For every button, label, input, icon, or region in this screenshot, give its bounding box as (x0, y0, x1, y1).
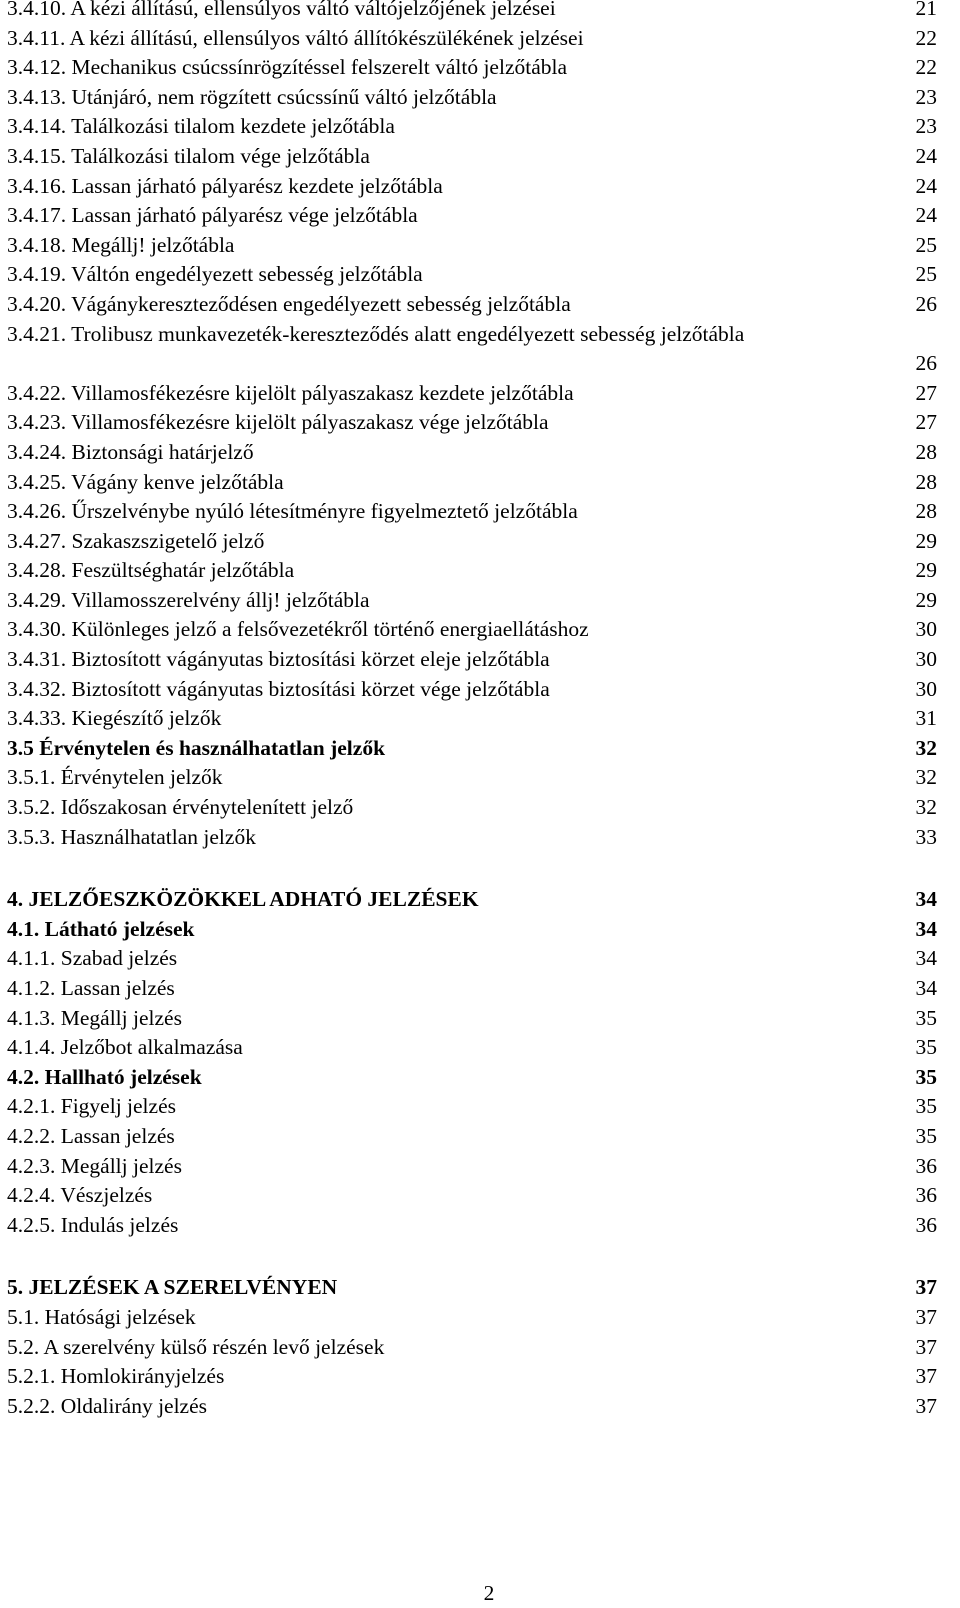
toc-entry (0, 142, 960, 172)
toc-entry (0, 1333, 960, 1363)
toc-entry-title: 4.1.1. Szabad jelzés (7, 946, 178, 971)
toc-entry-page: 27 (915, 410, 937, 435)
toc-entry-title: 3.4.18. Megállj! jelzőtábla (7, 232, 235, 257)
toc-section-heading (0, 1063, 960, 1093)
toc-section-heading (0, 915, 960, 945)
toc-entry-page: 22 (915, 55, 937, 80)
toc-entry (0, 944, 960, 974)
toc-entry (0, 497, 960, 527)
toc-entry-title: 3.4.17. Lassan járható pályarész vége jelzőtábla (7, 203, 418, 228)
toc-entry-title: 3.4.29. Villamosszerelvény állj! jelzőtábla (7, 587, 370, 612)
toc-entry-page: 37 (915, 1393, 937, 1418)
toc-entry-page: 36 (915, 1153, 937, 1178)
toc-entry-title: 5.2. A szerelvény külső részén levő jelzések (7, 1334, 385, 1359)
toc-entry-page: 26 (915, 291, 937, 316)
toc-entry-title: 3.4.15. Találkozási tilalom vége jelzőtábla (7, 143, 370, 168)
toc-entry-title: 3.4.20. Vágánykereszteződésen engedélyezett sebesség jelzőtábla (7, 291, 571, 316)
toc-entry-page: 35 (915, 1005, 937, 1030)
toc-entry-title: 3.5.3. Használhatatlan jelzők (7, 824, 256, 849)
toc-entry-page: 34 (915, 946, 937, 971)
toc-entry-page: 29 (915, 528, 937, 553)
toc-entry-page: 29 (915, 587, 937, 612)
toc-entry-title: 4.2.1. Figyelj jelzés (7, 1094, 176, 1119)
toc-entry-page: 21 (915, 0, 937, 20)
page-number: 2 (483, 1581, 495, 1605)
toc-entry (0, 290, 960, 320)
toc-entry (0, 556, 960, 586)
toc-entry (0, 260, 960, 290)
toc-entry-page: 37 (915, 1364, 937, 1389)
toc-entry (0, 0, 960, 24)
toc-entry (0, 1092, 960, 1122)
toc-entry-title: 3.5.2. Időszakosan érvénytelenített jelző (7, 795, 354, 820)
toc-entry (0, 1362, 960, 1392)
toc-entry (0, 763, 960, 793)
toc-entry-page: 32 (915, 735, 937, 760)
toc-entry-title: 4.1.2. Lassan jelzés (7, 976, 175, 1000)
toc-entry (0, 586, 960, 616)
toc-entry-page: 24 (915, 173, 937, 198)
toc-entry (0, 527, 960, 557)
toc-entry (0, 1033, 960, 1063)
toc-entry (0, 974, 960, 1004)
toc-entry (0, 1392, 960, 1422)
toc-entry-page: 23 (915, 84, 937, 109)
toc-entry-page: 37 (915, 1334, 937, 1359)
toc-entry-title: 4.2.5. Indulás jelzés (7, 1212, 179, 1237)
toc-entry (0, 231, 960, 261)
toc-entry-title: 3.4.28. Feszültséghatár jelzőtábla (7, 558, 295, 583)
toc-entry (0, 1211, 960, 1241)
toc-entry-title: 3.4.14. Találkozási tilalom kezdete jelzőtábla (7, 114, 395, 139)
toc-entry-title: 3.5.1. Érvénytelen jelzők (7, 765, 223, 790)
toc-entry (0, 408, 960, 438)
toc-entry-page: 32 (915, 795, 937, 820)
toc-entry (0, 1303, 960, 1333)
toc-entry-page: 28 (915, 499, 937, 524)
toc-entry-title: 3.4.11. A kézi állítású, ellensúlyos váltó állítókészülékének jelzései (7, 25, 584, 50)
toc-entry-page: 25 (915, 262, 937, 287)
toc-entry-title: 3.4.13. Utánjáró, nem rögzített csúcssínű váltó jelzőtábla (7, 84, 497, 109)
toc-entry-page: 32 (915, 765, 937, 790)
toc-entry-title: 4.2.2. Lassan jelzés (7, 1123, 175, 1148)
toc-entry-page: 24 (915, 203, 937, 228)
toc-entry-title: 3.4.26. Űrszelvénybe nyúló létesítményre figyelmeztető jelzőtábla (7, 499, 578, 524)
toc-entry-title: 3.4.16. Lassan járható pályarész kezdete jelzőtábla (7, 173, 443, 198)
toc-entry-page: 29 (915, 558, 937, 583)
toc-entry (0, 645, 960, 675)
toc-entry-title: 3.4.31. Biztosított vágányutas biztosítási körzet eleje jelzőtábla (7, 647, 550, 672)
toc-entry-title: 3.4.19. Váltón engedélyezett sebesség jelzőtábla (7, 262, 423, 287)
toc-entry-page: 28 (915, 439, 937, 464)
toc-entry-title: 4.1.4. Jelzőbot alkalmazása (7, 1035, 243, 1060)
toc-entry-title: 5.2.1. Homlokirányjelzés (7, 1364, 225, 1389)
toc-entry-title: 4.1.3. Megállj jelzés (7, 1005, 182, 1030)
toc-entry-title: 5.2.2. Oldalirány jelzés (7, 1393, 208, 1418)
toc-entry (0, 24, 960, 54)
toc-entry (0, 1122, 960, 1152)
toc-entry (0, 201, 960, 231)
toc-entry (0, 53, 960, 83)
toc-entry-title: 3.4.21. Trolibusz munkavezeték-kereszteződés alatt engedélyezett sebesség jelzőtábla (7, 321, 745, 346)
toc-entry-page: 23 (915, 114, 937, 139)
toc-entry (0, 1004, 960, 1034)
toc-entry-page: 30 (915, 647, 937, 672)
toc-entry (0, 704, 960, 734)
toc-entry-page: 33 (915, 824, 937, 849)
toc-entry-page: 28 (915, 469, 937, 494)
toc-entry-page: 31 (915, 706, 937, 731)
toc-entry-title: 3.4.12. Mechanikus csúcssínrögzítéssel felszerelt váltó jelzőtábla (7, 55, 568, 80)
toc-entry-page: 37 (915, 1275, 937, 1300)
toc-entry-page: 36 (915, 1212, 937, 1237)
toc-entry (0, 438, 960, 468)
toc-entry (0, 675, 960, 705)
toc-entry-page: 34 (915, 916, 937, 941)
toc-entry-title: 3.4.22. Villamosfékezésre kijelölt pályaszakasz kezdete jelzőtábla (7, 380, 574, 405)
toc-entry-title: 5. JELZÉSEK A SZERELVÉNYEN (7, 1275, 338, 1300)
toc-entry-page: 30 (915, 617, 937, 642)
toc-entry-title: 3.5 Érvénytelen és használhatatlan jelzők (7, 735, 386, 760)
toc-entry-page: 34 (915, 976, 937, 1000)
toc-entry-title: 3.4.30. Különleges jelző a felsővezetékről történő energiaellátáshoz (7, 617, 589, 642)
toc-entry (0, 379, 960, 409)
toc-entry (0, 112, 960, 142)
toc-entry-title: 3.4.25. Vágány kenve jelzőtábla (7, 469, 284, 494)
toc-entry-title: 4.2.4. Vészjelzés (7, 1183, 153, 1208)
toc-entry-title: 3.4.33. Kiegészítő jelzők (7, 706, 222, 731)
toc-entry-page: 35 (915, 1064, 937, 1089)
toc-entry-title: 3.4.23. Villamosfékezésre kijelölt pályaszakasz vége jelzőtábla (7, 410, 549, 435)
toc-entry-title: 3.4.32. Biztosított vágányutas biztosítási körzet vége jelzőtábla (7, 676, 550, 701)
toc-entry-title: 3.4.27. Szakaszszigetelő jelző (7, 528, 265, 553)
toc-entry-page: 34 (915, 887, 937, 912)
toc-entry-page: 35 (915, 1123, 937, 1148)
toc-entry-title: 3.4.24. Biztonsági határjelző (7, 439, 254, 464)
toc-entry (0, 1152, 960, 1182)
toc-entry-page: 37 (915, 1304, 937, 1329)
toc-entry-page: 27 (915, 380, 937, 405)
toc-chapter-heading (0, 1273, 960, 1303)
toc-entry (0, 172, 960, 202)
toc-entry (0, 83, 960, 113)
toc-entry-title: 3.4.10. A kézi állítású, ellensúlyos váltó váltójelzőjének jelzései (7, 0, 556, 20)
toc-section-heading (0, 734, 960, 764)
toc-entry-page: 25 (915, 232, 937, 257)
toc-entry (0, 320, 960, 379)
toc-chapter-heading (0, 885, 960, 915)
toc-entry (0, 793, 960, 823)
toc-entry-page: 35 (915, 1094, 937, 1119)
toc-entry (0, 615, 960, 645)
toc-entry-page: 22 (915, 25, 937, 50)
toc-entry (0, 468, 960, 498)
toc-entry-page: 24 (915, 143, 937, 168)
toc-entry-title: 5.1. Hatósági jelzések (7, 1304, 196, 1329)
toc-entry-title: 4.2.3. Megállj jelzés (7, 1153, 182, 1178)
toc-entry (0, 1181, 960, 1211)
toc-entry-page: 30 (915, 676, 937, 701)
toc-entry-title: 4.1. Látható jelzések (7, 916, 195, 941)
toc-entry-title: 4.2. Hallható jelzések (7, 1064, 202, 1089)
toc-entry-page: 26 (915, 351, 937, 376)
toc-entry-page: 35 (915, 1035, 937, 1060)
toc-entry-title: 4. JELZŐESZKÖZÖKKEL ADHATÓ JELZÉSEK (7, 887, 479, 912)
toc-entry-page: 36 (915, 1183, 937, 1208)
toc-entry (0, 823, 960, 853)
